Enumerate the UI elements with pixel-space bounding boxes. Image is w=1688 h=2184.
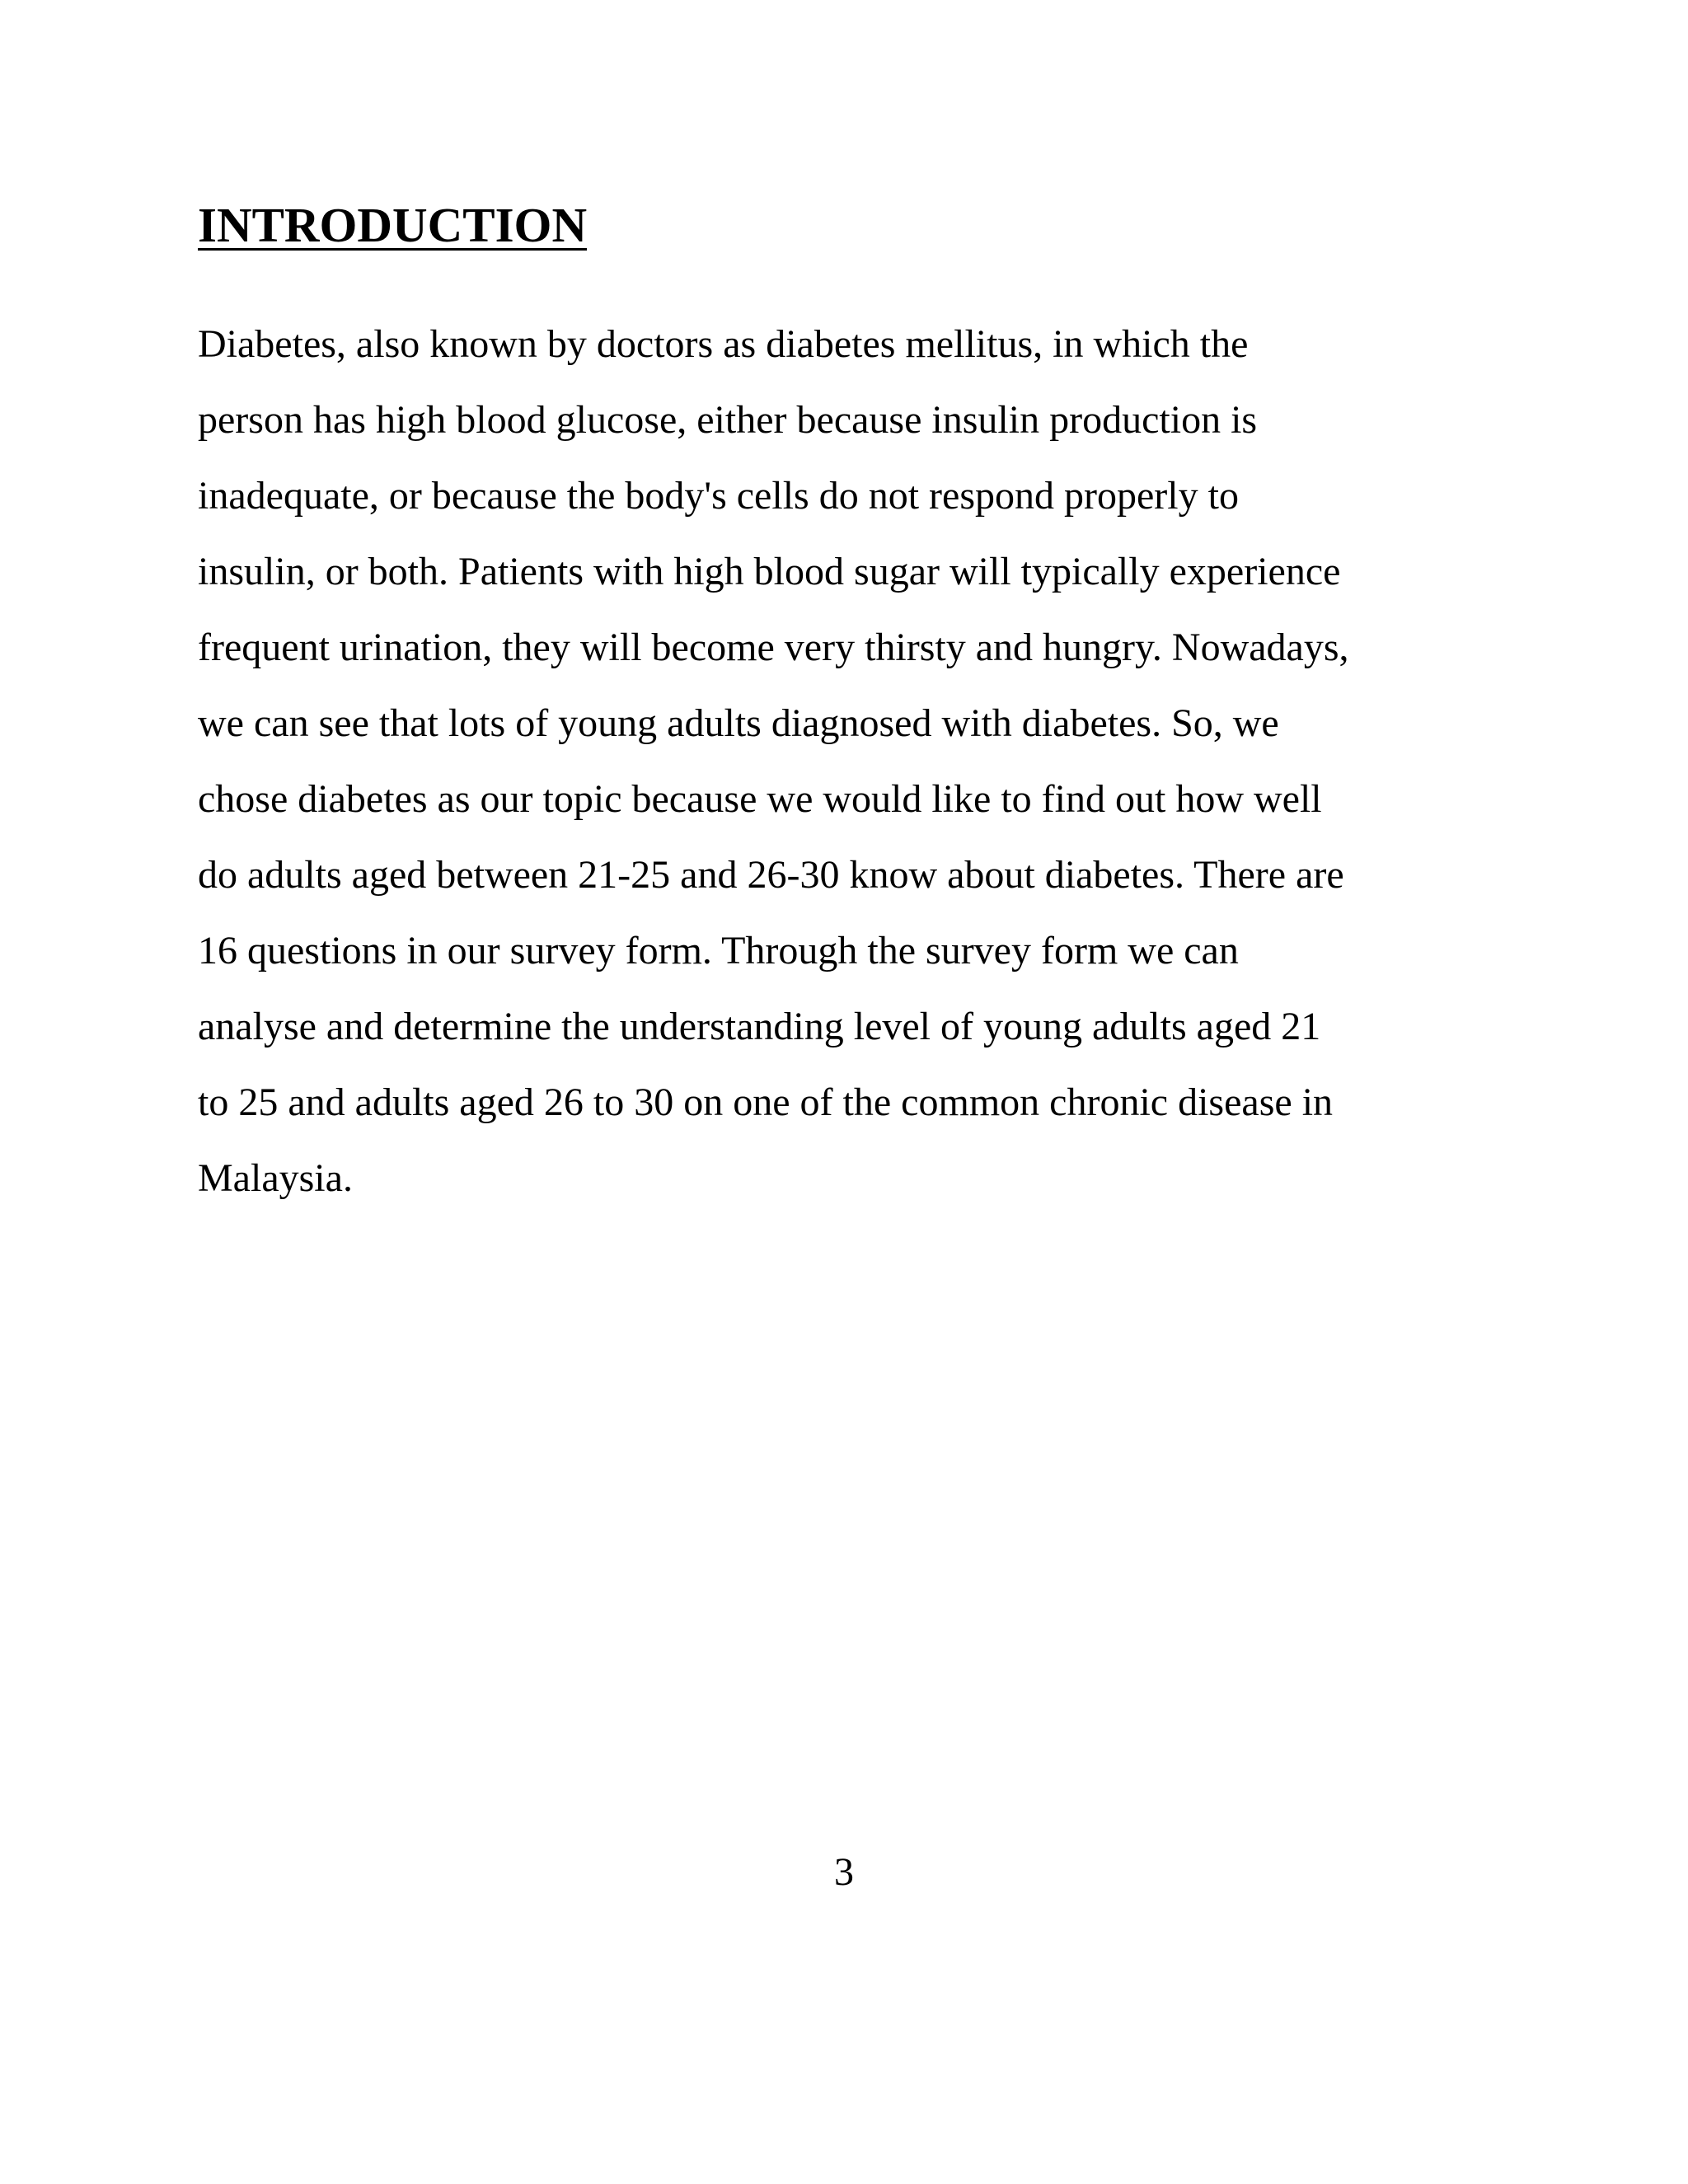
paragraph-line: we can see that lots of young adults diagnosed with diabetes. So, we — [198, 701, 1279, 745]
introduction-paragraph — [198, 307, 1492, 1216]
paragraph-line: person has high blood glucose, either because insulin production is — [198, 398, 1258, 442]
paragraph-line: to 25 and adults aged 26 to 30 on one of the common chronic disease in — [198, 1080, 1334, 1124]
paragraph-line: Malaysia. — [198, 1156, 353, 1200]
paragraph-line: do adults aged between 21-25 and 26-30 know about diabetes. There are — [198, 853, 1344, 897]
paragraph-line: chose diabetes as our topic because we would like to find out how well — [198, 777, 1322, 821]
paragraph-line: inadequate, or because the body's cells do not respond properly to — [198, 474, 1239, 518]
paragraph-line: frequent urination, they will become very thirsty and hungry. Nowadays, — [198, 626, 1349, 669]
paragraph-line: insulin, or both. Patients with high blood sugar will typically experience — [198, 550, 1341, 593]
page-number: 3 — [834, 1850, 854, 1894]
paragraph-line: 16 questions in our survey form. Through the survey form we can — [198, 929, 1239, 972]
paragraph-line: analyse and determine the understanding level of young adults aged 21 — [198, 1005, 1321, 1048]
paragraph-line: Diabetes, also known by doctors as diabetes mellitus, in which the — [198, 322, 1249, 366]
section-heading: INTRODUCTION — [198, 198, 588, 252]
